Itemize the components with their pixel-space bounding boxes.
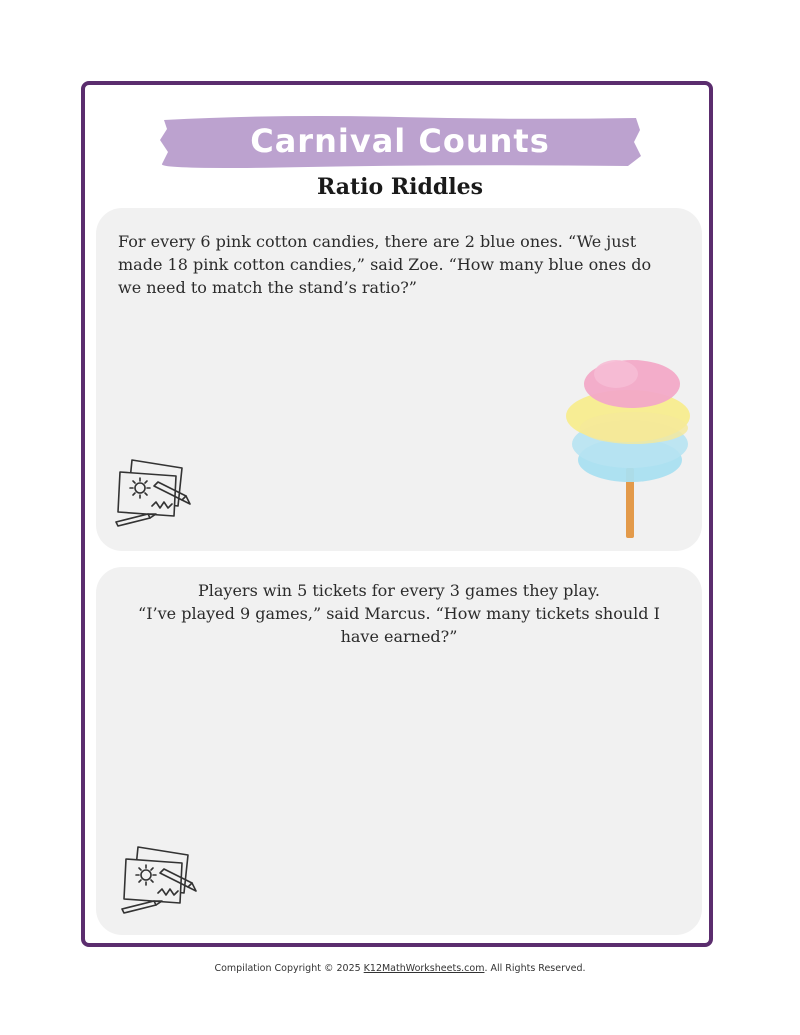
problem-card-1 <box>96 208 702 551</box>
title-banner <box>158 112 642 170</box>
problem-text-2 <box>126 579 672 648</box>
drawing-paper-pencil-icon <box>118 843 210 919</box>
page-subtitle: Ratio Riddles <box>316 174 484 200</box>
footer-prefix: Compilation Copyright © 2025 <box>214 963 364 974</box>
footer-suffix: . All Rights Reserved. <box>484 963 586 974</box>
copyright-footer <box>0 963 800 974</box>
problem-card-2 <box>96 567 702 935</box>
page-title: Carnival Counts <box>250 122 550 160</box>
footer-link[interactable]: K12MathWorksheets.com <box>363 963 485 974</box>
problem-2-line-1: Players win 5 tickets for every 3 games they play. <box>198 581 600 600</box>
problem-2-line-2: “I’ve played 9 games,” said Marcus. “How many tickets should I have earned?” <box>138 604 660 646</box>
problem-text-1: For every 6 pink cotton candies, there are 2 blue ones. “We just made 18 pink cotton candies,” said Zoe. “How many blue ones do we need to match the stand’s ratio?” <box>118 232 652 297</box>
drawing-paper-pencil-icon <box>112 456 204 532</box>
cotton-candy-illustration <box>554 348 704 540</box>
